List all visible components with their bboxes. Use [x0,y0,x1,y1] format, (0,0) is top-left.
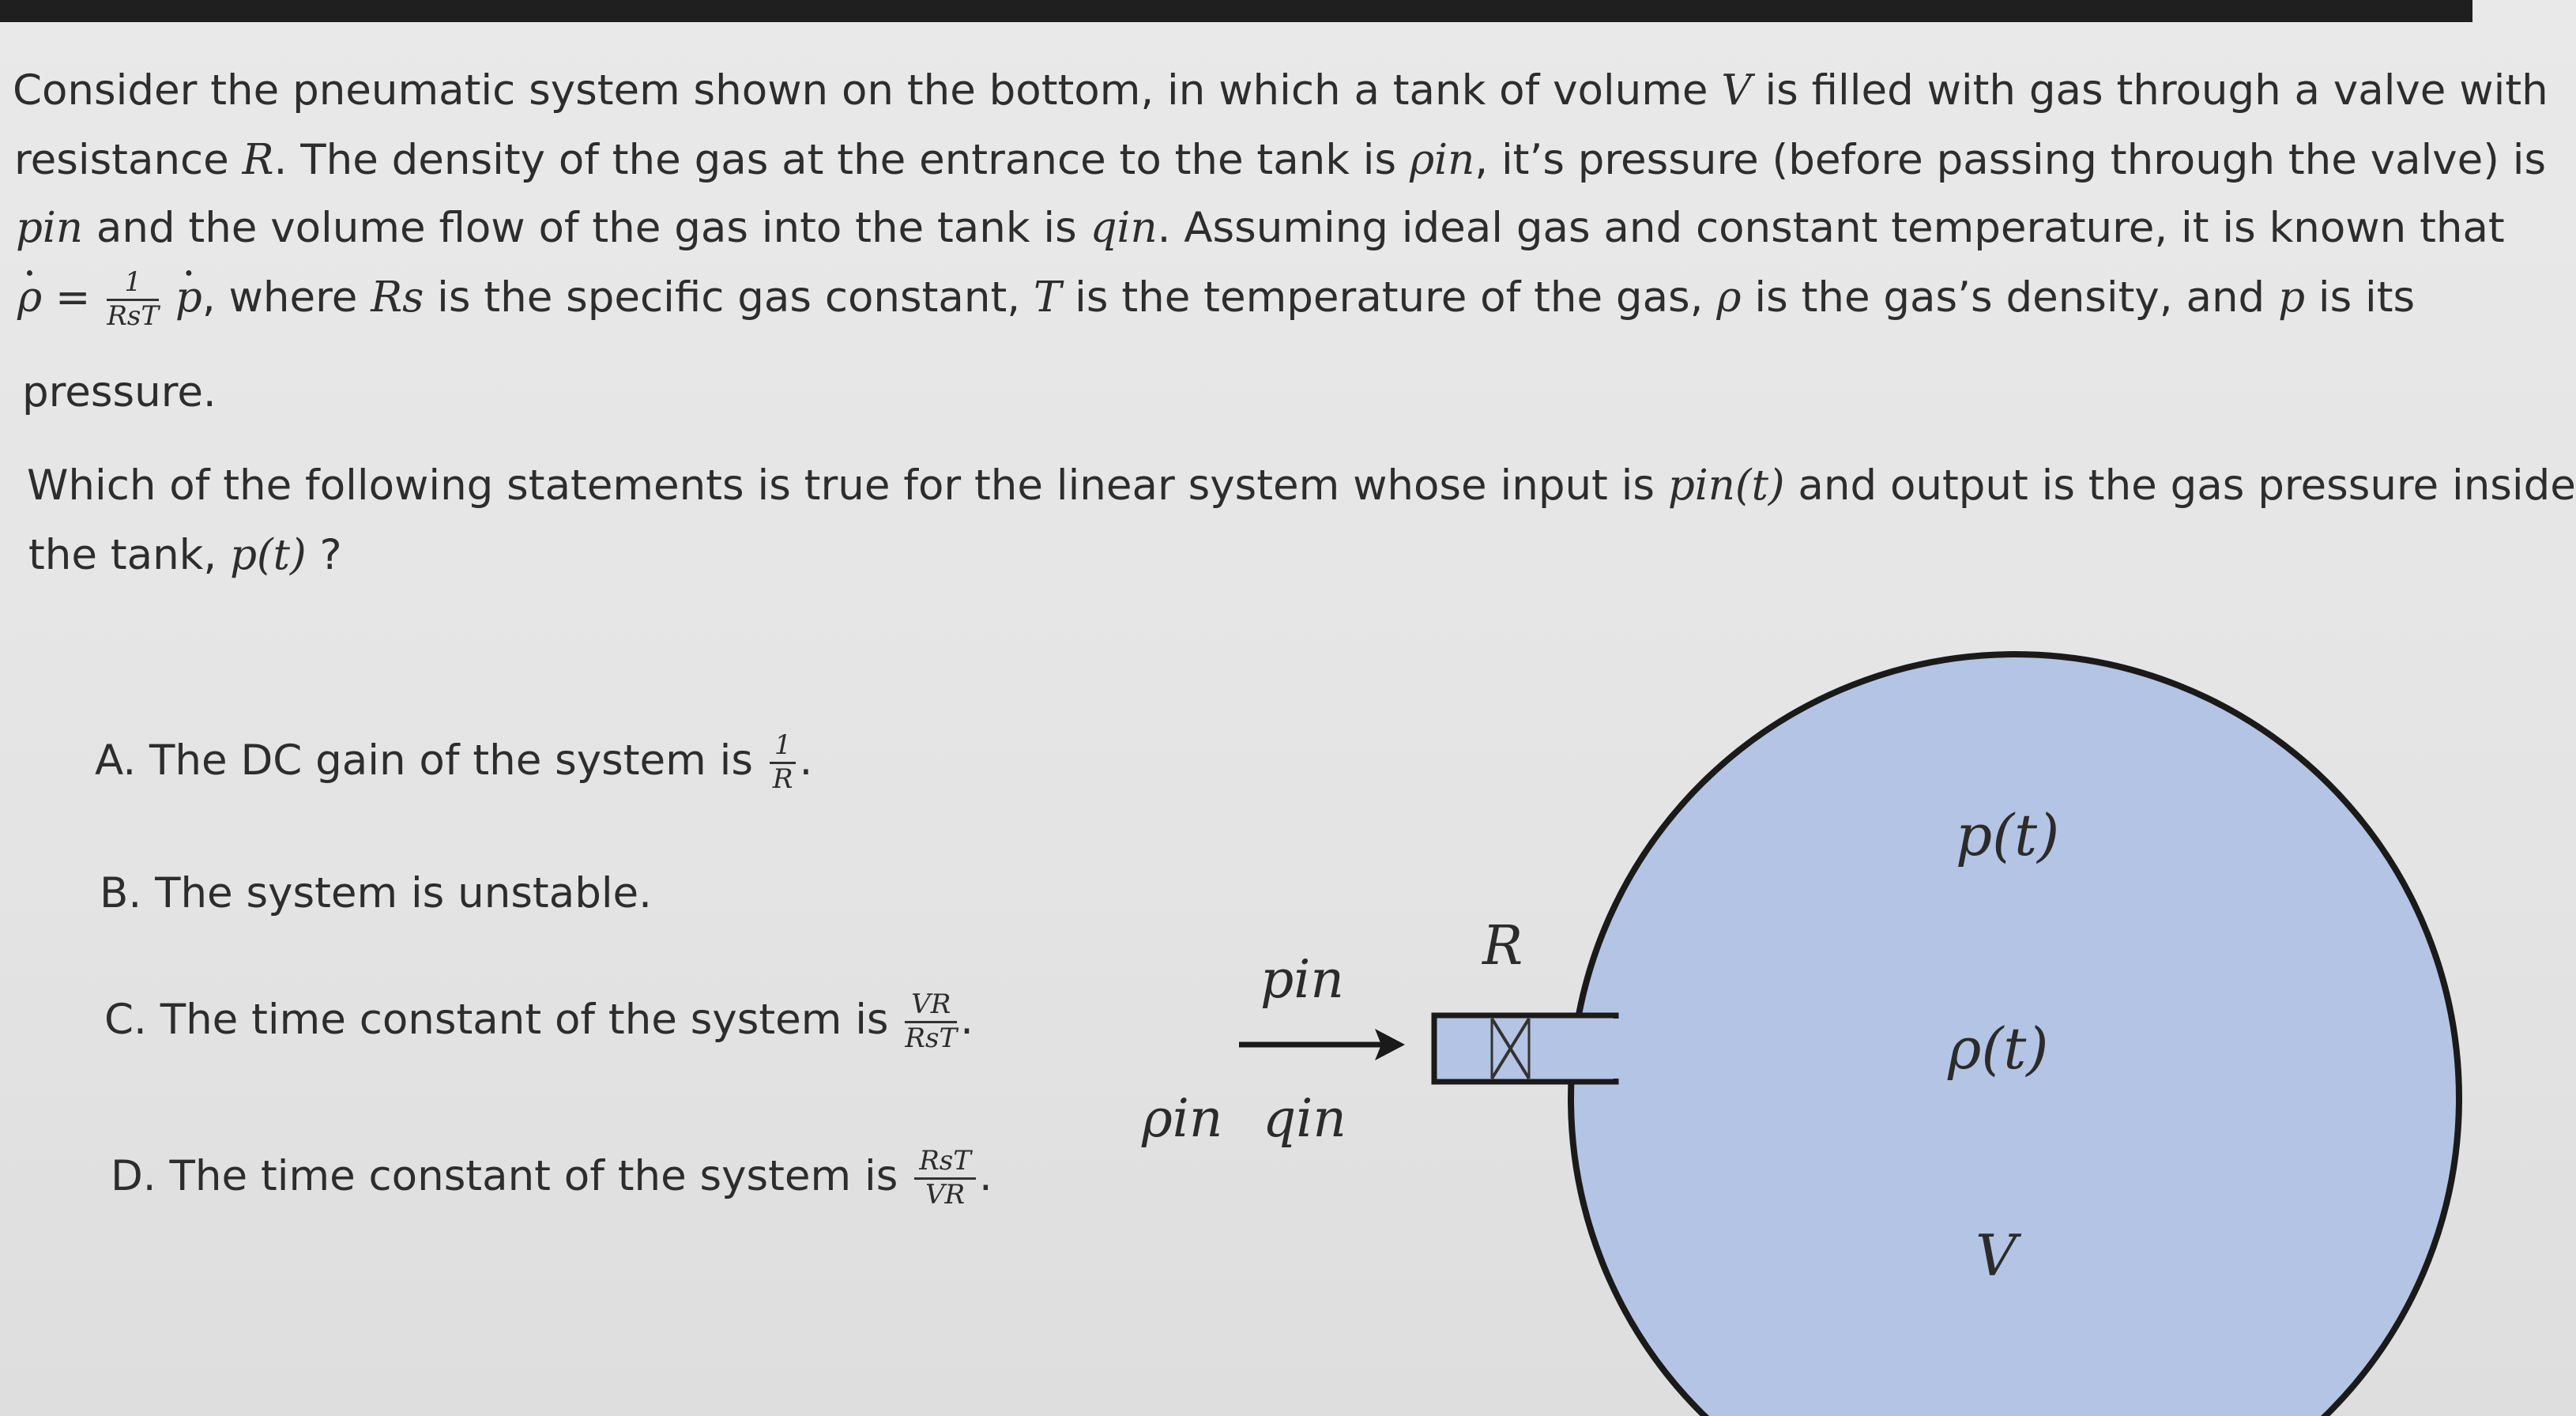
problem-line-1: Consider the pneumatic system shown on the bottom, in which a tank of volume V is filled with gas through a valve with [13,66,2548,115]
label-q-in: qin [1263,1088,1346,1149]
problem-line-2: resistance R. The density of the gas at the entrance to the tank is ρin, it’s pressure (before passing through the valve) is [14,136,2547,184]
label-rho-in: ρin [1142,1088,1223,1149]
label-p-t: p(t) [1956,802,2060,868]
question-line-1: Which of the following statements is true for the linear system whose input is pin(t) and output is the gas pressure inside [27,461,2576,510]
label-rho-t: ρ(t) [1948,1015,2049,1082]
problem-line-3: pin and the volume flow of the gas into the tank is qin. Assuming ideal gas and constant temperature, it is known that [16,204,2505,252]
label-pin: pin [1260,949,1344,1010]
label-volume: V [1975,1222,2017,1289]
option-c[interactable]: C. The time constant of the system is $\frac{VR}{\text{RsT}}$ . [104,989,974,1054]
problem-line-5: pressure. [22,368,217,416]
question-line-2: the tank, p(t) ? [28,531,342,579]
option-b[interactable]: B. The system is unstable. [100,869,653,917]
label-resistance: R [1482,915,1523,977]
problem-line-4: · ρ = $\frac{1}{\text{RsT}}$ · p, where Rs is the specific gas constant, T is the temperature of the gas, ρ is the gas’s density, and p is its [17,269,2415,330]
option-a[interactable]: A. The DC gain of the system is $\frac{1}{R}$ . [95,729,813,795]
option-d[interactable]: D. The time constant of the system is $\frac{\text{RsT}}{VR}$ . [111,1145,992,1211]
